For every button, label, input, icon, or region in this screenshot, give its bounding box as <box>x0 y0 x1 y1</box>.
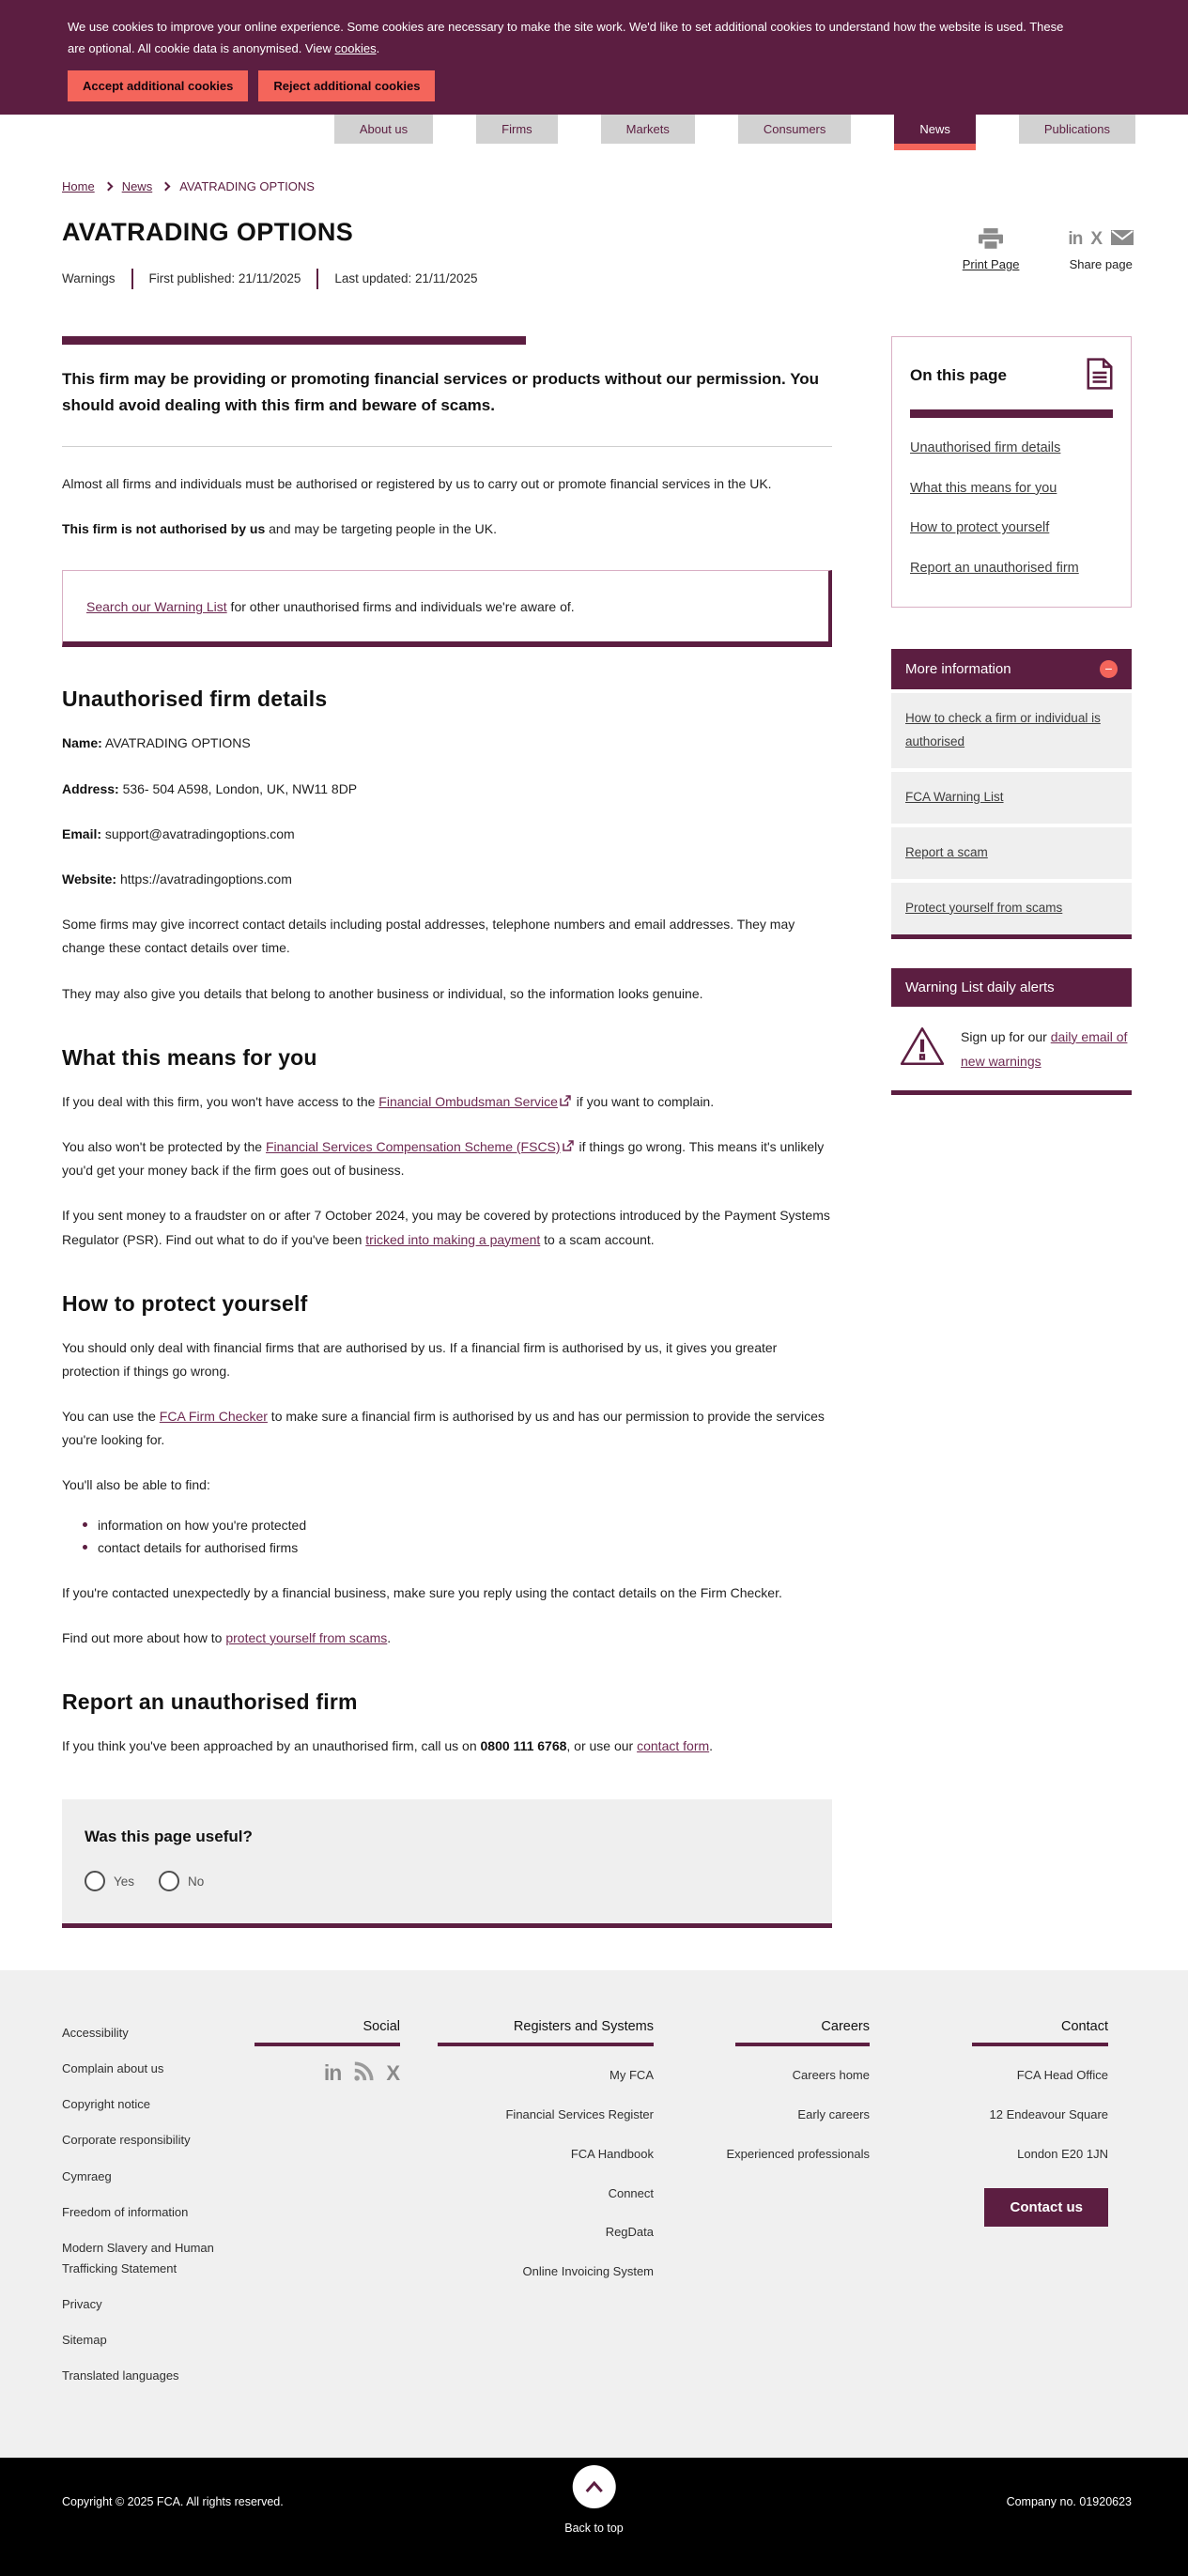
tab-publications[interactable]: Publications <box>1019 115 1135 144</box>
footer-registers-column <box>400 2019 654 2401</box>
accept-additional-cookies-button[interactable]: Accept additional cookies <box>68 70 248 101</box>
cookie-banner <box>0 0 1188 115</box>
chevron-right-icon <box>162 181 171 191</box>
protect-yourself-scams-link[interactable]: Protect yourself from scams <box>905 900 1063 915</box>
daily-email-signup-link[interactable]: daily email of new warnings <box>961 1028 1128 1069</box>
footer-careers-column <box>654 2019 870 2401</box>
footer-link-complain[interactable]: Complain about us <box>62 2061 164 2076</box>
footer-link-privacy[interactable]: Privacy <box>62 2296 102 2311</box>
divider <box>62 446 832 447</box>
breadcrumb-news[interactable]: News <box>121 178 153 193</box>
firm-name-label: Name: <box>62 735 102 751</box>
x-twitter-icon[interactable]: X <box>1090 229 1103 249</box>
footer-social-column <box>222 2019 400 2401</box>
firm-email-field <box>62 823 832 846</box>
report-pre: If you think you've been approached by an unauthorised firm, call us on <box>62 1738 481 1753</box>
column-rule <box>255 2043 400 2046</box>
protect-p5-post: . <box>387 1629 392 1645</box>
footer-link-experienced-professionals[interactable]: Experienced professionals <box>726 2146 870 2161</box>
means-p1-post: if you want to complain. <box>572 1093 715 1109</box>
bottom-bar <box>0 2458 1188 2576</box>
column-rule <box>735 2043 870 2046</box>
firm-website-value: https://avatradingoptions.com <box>116 872 292 887</box>
cookies-link[interactable]: cookies <box>334 41 377 56</box>
print-page-button[interactable] <box>963 228 1020 271</box>
list-item <box>891 883 1132 934</box>
warning-list-callout <box>62 570 832 647</box>
means-paragraph-3 <box>62 1204 832 1251</box>
breadcrumb <box>62 179 1188 193</box>
list-item: contact details for authorised firms <box>83 1536 832 1560</box>
daily-alerts-header <box>891 968 1132 1007</box>
on-this-page-title: On this page <box>910 366 1007 385</box>
anchor-unauthorised-firm-details[interactable]: Unauthorised firm details <box>910 440 1061 455</box>
footer-link-copyright[interactable]: Copyright notice <box>62 2097 150 2112</box>
linkedin-icon[interactable]: in <box>1068 229 1083 249</box>
firm-address-value: 536- 504 A598, London, UK, NW11 8DP <box>118 780 358 796</box>
not-authorised-paragraph <box>62 517 832 541</box>
protect-paragraph-1: You should only deal with financial firms that are authorised by us. If a financial firm is authorised by us, it gives you greater protection if things go wrong. <box>62 1339 778 1379</box>
footer-link-regdata[interactable]: RegData <box>605 2225 654 2240</box>
details-paragraph-2: They may also give you details that belong to another business or individual, so the information looks genuine. <box>62 985 703 1001</box>
print-page-label[interactable]: Print Page <box>962 257 1020 271</box>
warning-statement: This firm may be providing or promoting financial services or products without our permission. You should avoid dealing with this firm and beware of scams. <box>62 369 820 414</box>
search-warning-list-link[interactable]: Search our Warning List <box>86 599 227 615</box>
intro-paragraph: Almost all firms and individuals must be authorised or registered by us to carry out or promote financial services in the UK. <box>62 475 772 491</box>
cookie-message-text: We use cookies to improve your online experience. Some cookies are necessary to make the site work. We'd like to set additional cookies to understand how the website is used. These are optional. All cookie data is anonymised. View <box>68 20 1064 56</box>
feedback-yes-radio[interactable] <box>85 1871 134 1891</box>
reject-additional-cookies-button[interactable]: Reject additional cookies <box>258 70 435 101</box>
warning-list-rest: for other unauthorised firms and individuals we're aware of. <box>226 599 575 615</box>
section-heading-details: Unauthorised firm details <box>62 686 328 712</box>
footer-contact-title: Contact <box>1061 2019 1108 2035</box>
warning-list-text <box>86 595 805 619</box>
contact-form-link[interactable]: contact form <box>637 1738 710 1753</box>
email-icon[interactable] <box>1111 230 1134 250</box>
external-link-icon <box>560 1090 571 1114</box>
firm-email-label: Email: <box>62 825 102 841</box>
external-link-icon <box>563 1135 574 1159</box>
column-rule <box>438 2043 654 2046</box>
firm-name-field <box>62 732 832 755</box>
feedback-no-label: No <box>188 1874 205 1889</box>
contact-us-button[interactable]: Contact us <box>984 2188 1108 2227</box>
anchor-report-unauthorised-firm[interactable]: Report an unauthorised firm <box>910 561 1079 577</box>
feedback-question: Was this page useful? <box>85 1828 253 1846</box>
protect-paragraph-4: If you're contacted unexpectedly by a financial business, make sure you reply using the contact details on the Firm Checker. <box>62 1584 782 1600</box>
contact-address-line: London E20 1JN <box>1017 2146 1108 2161</box>
share-page-group <box>1068 228 1134 271</box>
radio-circle-icon[interactable] <box>85 1871 105 1891</box>
panel-rule <box>910 409 1113 418</box>
report-a-scam-link[interactable]: Report a scam <box>905 844 988 859</box>
breadcrumb-current: AVATRADING OPTIONS <box>179 178 315 193</box>
protect-p2-pre: You can use the <box>62 1409 160 1425</box>
footer-link-modern-slavery[interactable]: Modern Slavery and Human Trafficking Statement <box>62 2240 214 2275</box>
main-column <box>62 289 832 1928</box>
protect-p5-pre: Find out more about how to <box>62 1629 226 1645</box>
sidebar <box>891 289 1132 1928</box>
contact-address-line: FCA Head Office <box>1016 2068 1108 2083</box>
not-authorised-bold: This firm is not authorised by us <box>62 521 266 537</box>
x-twitter-icon[interactable]: X <box>386 2060 400 2085</box>
report-post: . <box>709 1738 714 1753</box>
list-item <box>891 827 1132 879</box>
report-mid: , or use our <box>566 1738 638 1753</box>
last-updated: Last updated: 21/11/2025 <box>334 271 478 286</box>
phone-number: 0800 111 6768 <box>480 1738 567 1753</box>
footer-link-corporate-responsibility[interactable]: Corporate responsibility <box>62 2133 191 2148</box>
footer-link-early-careers[interactable]: Early careers <box>797 2106 870 2121</box>
on-this-page-panel <box>891 336 1132 608</box>
footer-registers-title: Registers and Systems <box>513 2019 654 2035</box>
chevron-right-icon <box>103 181 113 191</box>
copyright-text: Copyright © 2025 FCA. All rights reserved. <box>62 2495 284 2509</box>
details-paragraph-1: Some firms may give incorrect contact details including postal addresses, telephone numbers and email addresses. They may change these contact details over time. <box>62 917 795 956</box>
means-paragraph-2 <box>62 1135 832 1182</box>
means-p2-post: if things go wrong. This means it's unlikely you'd get your money back if the firm goes out of business. <box>62 1138 825 1179</box>
daily-alerts-title: Warning List daily alerts <box>905 979 1055 995</box>
panel-rule <box>891 1090 1132 1095</box>
back-to-top-label[interactable]: Back to top <box>564 2522 624 2536</box>
firm-checker-link[interactable]: FCA Firm Checker <box>159 1409 268 1425</box>
not-authorised-rest: and may be targeting people in the UK. <box>265 521 497 537</box>
check-firm-authorised-link[interactable]: How to check a firm or individual is authorised <box>905 710 1101 748</box>
list-item <box>891 693 1132 768</box>
first-published: First published: 21/11/2025 <box>148 271 301 286</box>
firm-email-value: support@avatradingoptions.com <box>101 825 295 841</box>
firm-name-value: AVATRADING OPTIONS <box>101 735 251 751</box>
section-heading-report: Report an unauthorised firm <box>62 1689 358 1714</box>
collapse-icon[interactable]: − <box>1100 660 1118 678</box>
protect-p2-post: to make sure a financial firm is authorised by us and has our permission to provide the services you're looking for. <box>62 1409 825 1448</box>
footer-link-fs-register[interactable]: Financial Services Register <box>505 2106 654 2121</box>
cookie-message-suffix: . <box>376 41 380 56</box>
daily-alerts-text <box>961 1026 1128 1074</box>
means-p3-pre: If you sent money to a fraudster on or after 7 October 2024, you may be covered by protections introduced by the Payment Systems Regulator (PSR). Find out what to do if you've been <box>62 1208 830 1247</box>
feedback-yes-label: Yes <box>114 1874 135 1889</box>
cookie-message <box>68 16 1082 60</box>
footer-link-sitemap[interactable]: Sitemap <box>62 2333 107 2348</box>
anchor-how-to-protect[interactable]: How to protect yourself <box>910 520 1050 536</box>
more-information-title: More information <box>905 660 1011 677</box>
footer-link-connect[interactable]: Connect <box>608 2185 654 2200</box>
report-paragraph <box>62 1735 832 1758</box>
means-p3-post: to a scam account. <box>540 1231 655 1247</box>
protect-paragraph-3: You'll also be able to find: <box>62 1477 210 1493</box>
primary-nav <box>0 115 1188 144</box>
tab-about-us[interactable]: About us <box>334 115 433 144</box>
footer-link-online-invoicing[interactable]: Online Invoicing System <box>522 2264 654 2279</box>
footer-link-fca-handbook[interactable]: FCA Handbook <box>570 2146 654 2161</box>
tab-firms[interactable]: Firms <box>476 115 558 144</box>
contact-address-line: 12 Endeavour Square <box>989 2106 1108 2121</box>
panel-rule <box>891 934 1132 939</box>
feedback-no-radio[interactable] <box>159 1871 204 1891</box>
rss-icon[interactable] <box>353 2061 374 2085</box>
page-actions <box>963 228 1134 271</box>
feedback-options <box>85 1871 810 1891</box>
cookie-buttons <box>68 70 1113 101</box>
page-title: AVATRADING OPTIONS <box>62 217 354 246</box>
meta-divider <box>131 269 133 289</box>
firm-address-label: Address: <box>62 780 119 796</box>
meta-divider <box>316 269 318 289</box>
means-paragraph-1 <box>62 1090 832 1114</box>
tab-markets[interactable]: Markets <box>601 115 695 144</box>
section-heading-means: What this means for you <box>62 1044 317 1070</box>
tab-consumers[interactable]: Consumers <box>738 115 851 144</box>
company-number: Company no. 01920623 <box>1006 2495 1132 2509</box>
anchor-what-this-means[interactable]: What this means for you <box>910 480 1057 496</box>
firm-website-field <box>62 868 832 891</box>
footer-contact-column <box>870 2019 1108 2401</box>
footer-link-cymraeg[interactable]: Cymraeg <box>62 2168 112 2183</box>
means-p2-pre: You also won't be protected by the <box>62 1138 266 1154</box>
more-information-header <box>891 649 1132 689</box>
page-feedback-box <box>62 1799 832 1928</box>
protect-paragraph-5 <box>62 1627 832 1650</box>
more-information-panel <box>891 649 1132 939</box>
document-icon <box>1087 358 1113 394</box>
tab-news[interactable]: News <box>894 115 976 144</box>
means-p1-pre: If you deal with this firm, you won't have access to the <box>62 1093 379 1109</box>
category-label: Warnings <box>62 271 116 286</box>
footer-link-accessibility[interactable]: Accessibility <box>62 2026 129 2041</box>
content <box>0 289 1188 1928</box>
ombudsman-link[interactable]: Financial Ombudsman Service <box>378 1093 558 1109</box>
section-heading-protect: How to protect yourself <box>62 1290 308 1316</box>
column-rule <box>972 2043 1108 2046</box>
footer-link-careers-home[interactable]: Careers home <box>792 2068 870 2083</box>
fca-warning-list-link[interactable]: FCA Warning List <box>905 789 1004 804</box>
daily-alerts-pre: Sign up for our <box>961 1028 1051 1044</box>
chevron-up-icon[interactable] <box>572 2465 615 2508</box>
warning-triangle-icon <box>899 1026 946 1072</box>
footer-link-freedom-of-information[interactable]: Freedom of information <box>62 2204 189 2219</box>
share-page-label: Share page <box>1069 257 1133 271</box>
radio-circle-icon[interactable] <box>159 1871 179 1891</box>
list-item <box>891 772 1132 824</box>
firm-address-field <box>62 778 832 801</box>
printer-icon[interactable] <box>979 228 1003 251</box>
daily-alerts-panel <box>891 968 1132 1096</box>
firm-website-label: Website: <box>62 872 117 887</box>
heading-rule <box>62 336 526 345</box>
protect-from-scams-link[interactable]: protect yourself from scams <box>225 1629 388 1645</box>
list-item: information on how you're protected <box>83 1514 832 1537</box>
protect-bullet-list <box>83 1514 832 1560</box>
fscs-link[interactable]: Financial Services Compensation Scheme (FSCS) <box>265 1138 561 1154</box>
breadcrumb-home[interactable]: Home <box>62 178 95 193</box>
footer-social-title: Social <box>363 2019 400 2035</box>
footer <box>0 1970 1188 2458</box>
protect-paragraph-2 <box>62 1405 832 1452</box>
tricked-into-payment-link[interactable]: tricked into making a payment <box>365 1231 541 1247</box>
footer-legal-links <box>62 2019 222 2401</box>
footer-link-my-fca[interactable]: My FCA <box>609 2068 654 2083</box>
back-to-top-button[interactable] <box>564 2465 624 2535</box>
footer-careers-title: Careers <box>821 2019 870 2035</box>
linkedin-icon[interactable]: in <box>323 2060 342 2086</box>
page-meta <box>62 269 1188 289</box>
footer-link-translated-languages[interactable]: Translated languages <box>62 2368 179 2383</box>
